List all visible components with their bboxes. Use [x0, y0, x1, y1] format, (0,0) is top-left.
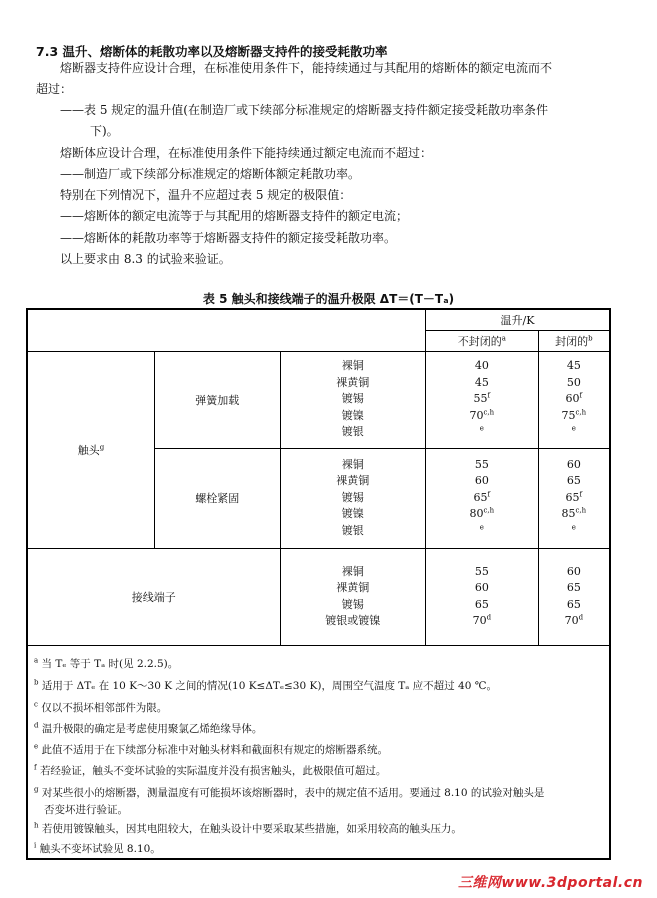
table-cell-value: 裸铜: [341, 457, 364, 471]
table-cell-value: 镀银: [341, 523, 364, 537]
footnote: 否变坏进行验证。: [44, 804, 128, 816]
table-cell-value: 80$^{c,h}$: [469, 506, 495, 521]
footnote: $^c$ 仅以不损坏相邻部件为限。: [34, 700, 168, 714]
sealed-spring: [538, 351, 610, 448]
table-cell-value: e: [571, 523, 576, 532]
paragraph-line: 超过：: [36, 82, 73, 96]
paragraph-line: 熔断器支持件应设计合理，在标准使用条件下，能持续通过与其配用的熔断体的额定电流而不: [60, 61, 553, 75]
table-cell-value: 60: [566, 564, 581, 578]
footnote: $^h$ 若使用镀镍触头，因其电阻较大，在触头设计中要采取某些措施，如采用较高的触头压力。: [34, 821, 462, 835]
materials-bolted: [280, 448, 425, 548]
table-cell-value: 裸黄铜: [336, 474, 370, 488]
watermark: 三维网www.3dportal.cn: [457, 875, 643, 891]
table-cell-value: 55$^f$: [473, 391, 491, 406]
paragraph-line: 以上要求由 8.3 的试验来验证。: [60, 252, 231, 266]
table-cell-value: 70$^d$: [472, 613, 492, 627]
table-cell-value: e: [571, 424, 576, 433]
paragraph-line: ——制造厂或下续部分标准规定的熔断体额定耗散功率。: [60, 167, 361, 181]
header-temp-rise: 温升/K: [426, 309, 610, 330]
table-cell-value: 65$^f$: [565, 490, 583, 504]
header-sealed: 封闭的$^b$: [538, 330, 610, 351]
table-cell-value: 65: [474, 597, 489, 611]
table-cell-value: 60$^f$: [565, 391, 583, 406]
temperature-rise-table: [26, 308, 611, 646]
paragraph-line: 下)。: [90, 124, 119, 138]
table-cell-value: 70$^{c,h}$: [469, 408, 495, 422]
contact-label-cell: 触头$^g$: [27, 351, 155, 548]
section-title: 7.3 温升、熔断体的耗散功率以及熔断器支持件的接受耗散功率: [36, 44, 388, 59]
table-title: 表 5 触头和接线端子的温升极限 ΔT＝(T－Tₐ): [202, 292, 455, 306]
header-unsealed: 不封闭的$^a$: [426, 330, 539, 351]
table-cell-value: 55: [474, 564, 489, 578]
footnote: $^b$ 适用于 ΔTₑ 在 10 K～30 K 之间的情况(10 K≤ΔTₑ≤30 K)，周围空气温度 Tₐ 应不超过 40 ℃。: [34, 678, 497, 692]
table-cell-value: 40: [474, 359, 489, 373]
materials-terminal: [280, 548, 425, 645]
table-cell-value: 65$^f$: [473, 490, 491, 504]
unsealed-terminal: [426, 548, 539, 645]
footnote: $^i$ 触头不变坏试验见 8.10。: [34, 841, 161, 855]
table-cell-value: 45: [474, 375, 489, 389]
group-spring-loaded: 弹簧加载: [155, 351, 281, 448]
table-cell-value: 裸黄铜: [336, 375, 370, 389]
table-cell-value: 65: [566, 581, 581, 594]
table-cell-value: 70$^d$: [564, 613, 584, 627]
table-notes: [26, 645, 611, 860]
footnote: $^e$ 此值不适用于在下续部分标准中对触头材料和截面积有规定的熔断器系统。: [34, 742, 388, 756]
table-cell-value: 65: [566, 597, 581, 611]
table-cell-value: 镀锡: [341, 392, 364, 406]
unsealed-bolted: [426, 448, 539, 548]
table-cell-value: 裸铜: [341, 359, 364, 373]
table-cell-value: 65: [566, 474, 581, 488]
sealed-bolted: [538, 448, 610, 548]
sealed-terminal: [538, 548, 610, 645]
table-cell-value: 裸铜: [341, 564, 364, 578]
paragraph-line: 熔断体应设计合理，在标准使用条件下能持续通过额定电流而不超过：: [60, 146, 433, 160]
table-cell-value: 50: [566, 375, 581, 389]
paragraph-line: 特别在下列情况下，温升不应超过表 5 规定的极限值：: [60, 188, 352, 202]
paragraph-line: ——熔断体的额定电流等于与其配用的熔断器支持件的额定电流；: [60, 209, 409, 223]
table-cell-value: 镀镍: [341, 408, 364, 422]
unsealed-spring: [426, 351, 539, 448]
table-cell-value: e: [479, 424, 484, 433]
paragraph-line: ——表 5 规定的温升值(在制造厂或下续部分标准规定的熔断器支持件额定接受耗散功率条件: [60, 103, 548, 117]
footnote: $^d$ 温升极限的确定是考虑使用聚氯乙烯绝缘导体。: [34, 721, 263, 735]
paragraph-line: ——熔断体的耗散功率等于熔断器支持件的额定接受耗散功率。: [60, 231, 397, 245]
materials-spring: [280, 351, 425, 448]
table-cell-value: 45: [566, 359, 581, 373]
footnote: $^f$ 若经验证，触头不变坏试验的实际温度并没有损害触头，此极限值可超过。: [34, 763, 387, 777]
table-cell-value: 60: [474, 581, 489, 594]
table-cell-value: 55: [474, 457, 489, 471]
table-cell-value: 60: [566, 457, 581, 471]
table-cell-value: 镀银或镀镍: [325, 614, 381, 627]
table-cell-value: 镀镍: [341, 507, 364, 521]
terminal-label-cell: 接线端子: [27, 548, 280, 645]
table-cell-value: 裸黄铜: [336, 581, 370, 594]
table-cell-value: 镀银: [341, 425, 364, 439]
table-cell-value: 85$^{c,h}$: [561, 506, 587, 521]
footnote: $^g$ 对某些很小的熔断器，测量温度有可能损坏该熔断器时，表中的规定值不适用。要通过 8.10 的试验对触头是: [34, 785, 545, 799]
table-cell-value: e: [479, 523, 484, 532]
table-cell-value: 镀锡: [341, 490, 364, 504]
table-cell-value: 75$^{c,h}$: [561, 408, 587, 422]
footnote: $^a$ 当 Tₑ 等于 Tₐ 时(见 2.2.5)。: [34, 656, 179, 670]
table-cell-value: 60: [474, 474, 489, 488]
table-header-blank: [27, 309, 426, 351]
group-bolted: 螺栓紧固: [155, 448, 281, 548]
table-cell-value: 镀锡: [341, 597, 364, 611]
